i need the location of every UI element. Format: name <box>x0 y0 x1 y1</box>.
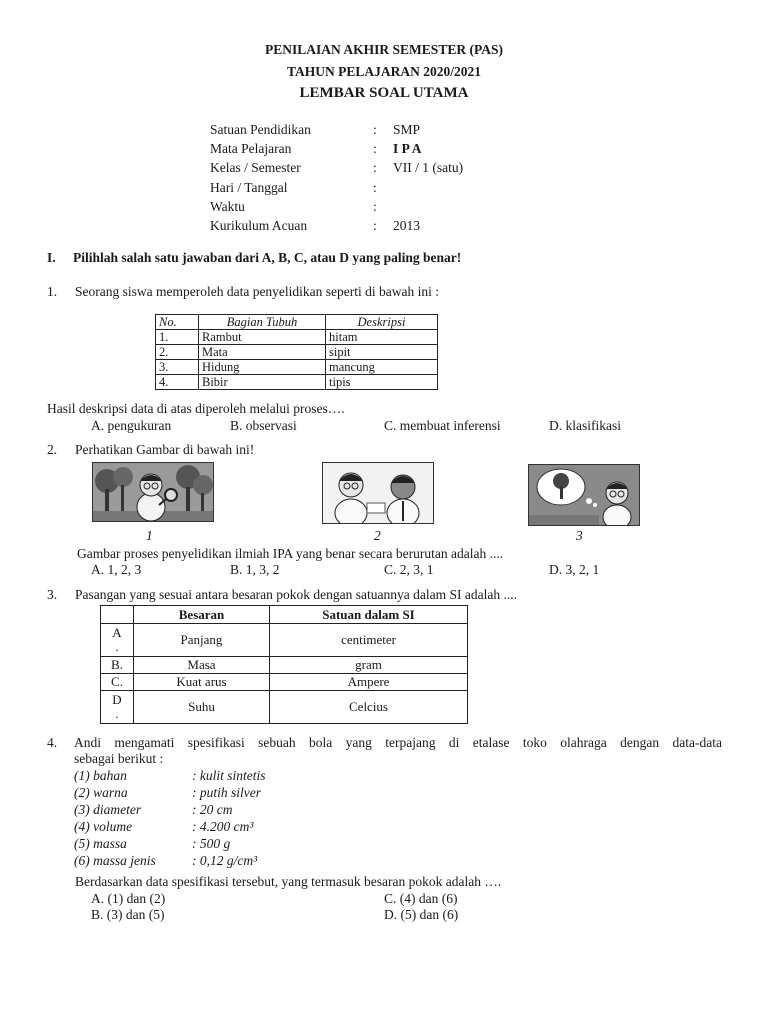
info-label: Mata Pelajaran <box>210 141 292 156</box>
info-colon: : <box>373 160 377 175</box>
header-line-1: PENILAIAN AKHIR SEMESTER (PAS) <box>265 42 503 57</box>
observation-illustration <box>93 463 213 521</box>
q4-text-line-1: Andi mengamati spesifikasi sebuah bola yang terpajang di etalase toko olahraga dengan data-data <box>74 735 722 750</box>
spec-label: (5) massa <box>74 836 127 851</box>
q4-number: 4. <box>47 735 58 750</box>
section-instruction: Pilihlah salah satu jawaban dari A, B, C, atau D yang paling benar! <box>73 250 462 265</box>
picture-caption-3: 3 <box>576 528 583 543</box>
q2-option-c: C. 2, 3, 1 <box>384 562 434 577</box>
q2-option-b: B. 1, 3, 2 <box>230 562 280 577</box>
table-header-cell: Satuan dalam SI <box>270 606 468 624</box>
info-label: Kurikulum Acuan <box>210 218 308 233</box>
q1-option-c: C. membuat inferensi <box>384 418 501 433</box>
q4-text-line-2: sebagai berikut : <box>74 751 164 766</box>
table-cell: Suhu <box>134 691 270 724</box>
info-label: Waktu <box>210 199 245 214</box>
table-cell: Panjang <box>134 624 270 657</box>
table-header-cell: Deskripsi <box>326 315 438 330</box>
table-cell: C. <box>101 674 134 691</box>
table-header-cell: Bagian Tubuh <box>199 315 326 330</box>
info-colon: : <box>373 218 377 233</box>
table-cell: Bibir <box>199 375 326 390</box>
picture-3-thinking <box>528 464 640 526</box>
picture-caption-2: 2 <box>374 528 381 543</box>
info-label: Satuan Pendidikan <box>210 122 311 137</box>
q1-question: Hasil deskripsi data di atas diperoleh melalui proses…. <box>47 401 345 416</box>
q2-number: 2. <box>47 442 58 457</box>
info-colon: : <box>373 141 377 156</box>
q1-option-a: A. pengukuran <box>91 418 172 433</box>
q3-text: Pasangan yang sesuai antara besaran pokok dengan satuannya dalam SI adalah .... <box>75 587 517 602</box>
table-row <box>101 691 468 724</box>
info-colon: : <box>373 180 377 195</box>
q4-option-c: C. (4) dan (6) <box>384 891 458 906</box>
table-cell: tipis <box>326 375 438 390</box>
table-cell: A . <box>101 624 134 657</box>
q2-option-a: A. 1, 2, 3 <box>91 562 142 577</box>
table-cell: 2. <box>156 345 199 360</box>
picture-2-discussing <box>322 462 434 524</box>
q4-option-b: B. (3) dan (5) <box>91 907 165 922</box>
table-row <box>156 330 438 345</box>
picture-caption-1: 1 <box>146 528 153 543</box>
table-cell: sipit <box>326 345 438 360</box>
spec-label: (1) bahan <box>74 768 127 783</box>
q1-option-d: D. klasifikasi <box>549 418 621 433</box>
q3-table <box>100 605 468 724</box>
table-row <box>156 360 438 375</box>
q1-table <box>155 314 438 390</box>
info-value: 2013 <box>393 218 420 233</box>
picture-1-observing <box>92 462 214 522</box>
table-header-cell: Besaran <box>134 606 270 624</box>
table-cell: 4. <box>156 375 199 390</box>
spec-value: : putih silver <box>192 785 261 800</box>
info-label: Kelas / Semester <box>210 160 301 175</box>
header-line-3: LEMBAR SOAL UTAMA <box>299 85 469 101</box>
spec-label: (6) massa jenis <box>74 853 156 868</box>
q2-text: Perhatikan Gambar di bawah ini! <box>75 442 255 457</box>
table-cell: mancung <box>326 360 438 375</box>
table-cell: B. <box>101 657 134 674</box>
info-colon: : <box>373 199 377 214</box>
spec-value: : 0,12 g/cm³ <box>192 853 258 868</box>
spec-value: : kulit sintetis <box>192 768 266 783</box>
header-line-2: TAHUN PELAJARAN 2020/2021 <box>286 64 481 79</box>
table-row <box>101 674 468 691</box>
info-value: VII / 1 (satu) <box>393 160 464 175</box>
spec-label: (2) warna <box>74 785 128 800</box>
spec-value: : 4.200 cm³ <box>192 819 254 834</box>
info-value: SMP <box>393 122 421 137</box>
info-value: I P A <box>393 141 422 156</box>
table-cell: D . <box>101 691 134 724</box>
q1-option-b: B. observasi <box>230 418 297 433</box>
table-cell: 1. <box>156 330 199 345</box>
table-row <box>101 657 468 674</box>
q2-option-d: D. 3, 2, 1 <box>549 562 600 577</box>
table-cell: gram <box>270 657 468 674</box>
spec-value: : 500 g <box>192 836 231 851</box>
table-cell: Celcius <box>270 691 468 724</box>
discussion-illustration <box>323 463 433 523</box>
spec-label: (4) volume <box>74 819 133 834</box>
table-row <box>156 345 438 360</box>
table-cell: hitam <box>326 330 438 345</box>
table-row <box>101 624 468 657</box>
thinking-illustration <box>529 465 639 525</box>
table-cell: Mata <box>199 345 326 360</box>
table-cell: Rambut <box>199 330 326 345</box>
info-label: Hari / Tanggal <box>210 180 288 195</box>
spec-label: (3) diameter <box>74 802 142 817</box>
info-colon: : <box>373 122 377 137</box>
table-cell: Ampere <box>270 674 468 691</box>
q4-option-d: D. (5) dan (6) <box>384 907 459 922</box>
q1-number: 1. <box>47 284 58 299</box>
table-cell: Kuat arus <box>134 674 270 691</box>
q1-text: Seorang siswa memperoleh data penyelidikan seperti di bawah ini : <box>75 284 440 299</box>
section-number: I. <box>47 250 56 265</box>
table-header-cell <box>101 606 134 624</box>
table-cell: Hidung <box>199 360 326 375</box>
table-header-cell: No. <box>156 315 199 330</box>
table-row <box>156 375 438 390</box>
table-cell: centimeter <box>270 624 468 657</box>
q3-number: 3. <box>47 587 58 602</box>
spec-value: : 20 cm <box>192 802 233 817</box>
q4-option-a: A. (1) dan (2) <box>91 891 166 906</box>
q4-question: Berdasarkan data spesifikasi tersebut, yang termasuk besaran pokok adalah …. <box>75 874 502 889</box>
table-cell: 3. <box>156 360 199 375</box>
table-cell: Masa <box>134 657 270 674</box>
q2-question: Gambar proses penyelidikan ilmiah IPA yang benar secara berurutan adalah .... <box>77 546 504 561</box>
